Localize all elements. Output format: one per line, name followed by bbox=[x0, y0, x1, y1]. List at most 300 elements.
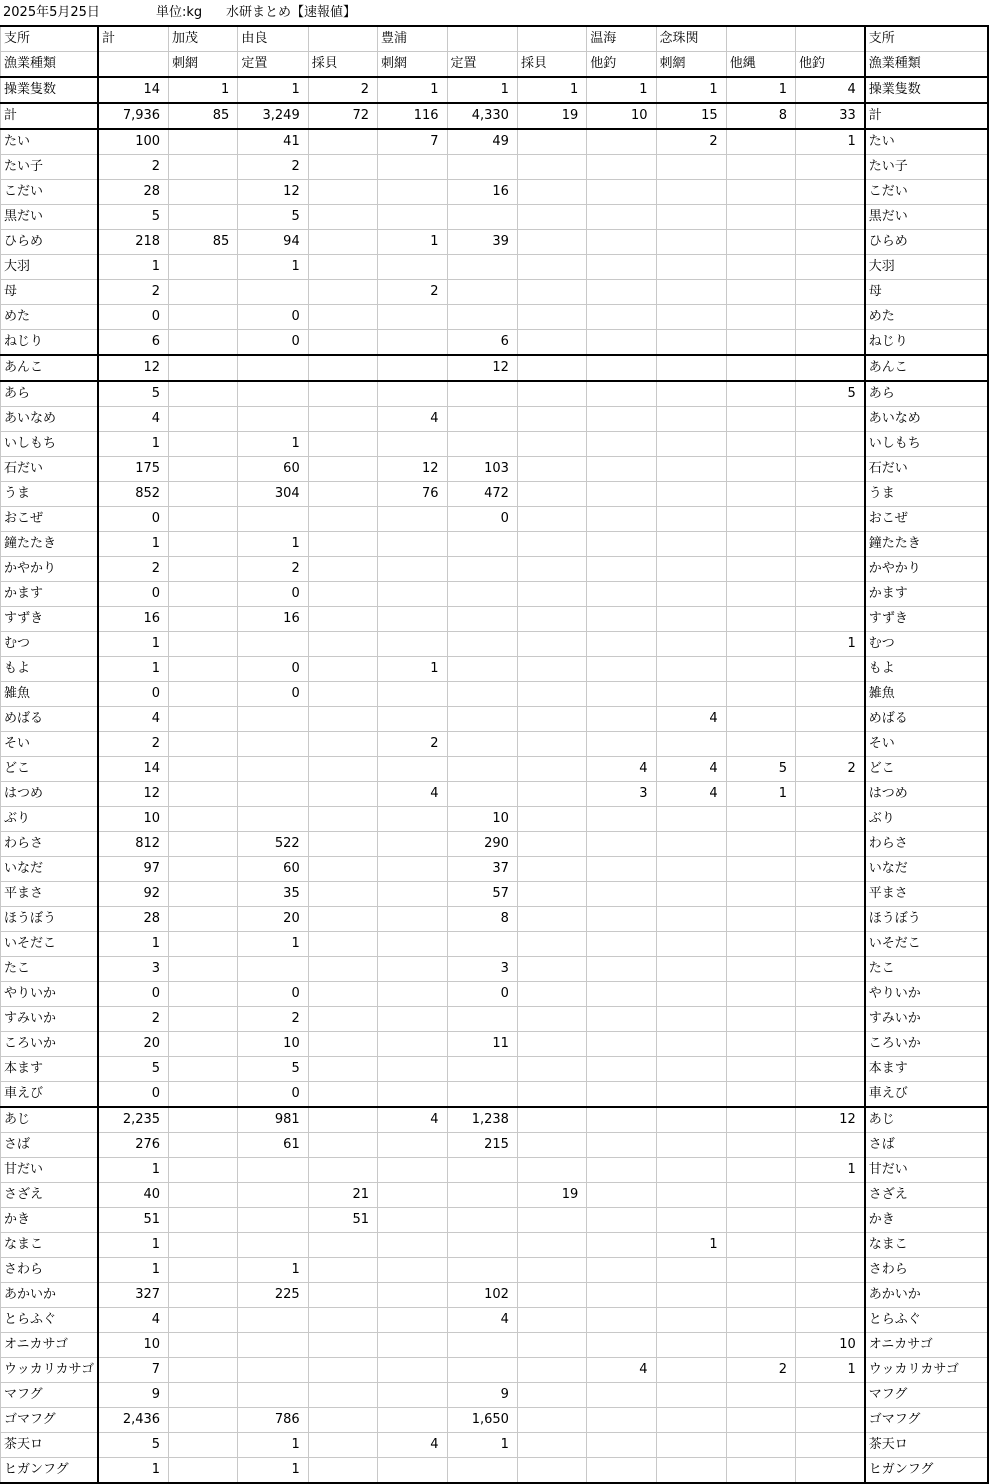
table-cell: 3 bbox=[447, 957, 517, 982]
table-cell bbox=[795, 957, 864, 982]
table-cell bbox=[447, 657, 517, 682]
row-label: 操業隻数 bbox=[1, 77, 99, 103]
table-cell bbox=[308, 381, 377, 407]
row-label: マフグ bbox=[1, 1383, 99, 1408]
table-cell bbox=[795, 1133, 864, 1158]
table-cell bbox=[587, 1433, 656, 1458]
table-cell bbox=[378, 1258, 448, 1283]
row-label: ひらめ bbox=[1, 230, 99, 255]
table-cell bbox=[308, 1333, 377, 1358]
table-cell bbox=[169, 1433, 238, 1458]
table-cell: 276 bbox=[98, 1133, 168, 1158]
row-label-right: 雑魚 bbox=[865, 682, 988, 707]
table-cell bbox=[795, 882, 864, 907]
table-cell bbox=[587, 1057, 656, 1082]
table-cell bbox=[726, 457, 795, 482]
table-cell bbox=[378, 582, 448, 607]
row-label: あんこ bbox=[1, 355, 99, 381]
table-cell bbox=[238, 1333, 308, 1358]
table-cell bbox=[587, 1183, 656, 1208]
table-cell bbox=[795, 280, 864, 305]
table-cell bbox=[378, 682, 448, 707]
table-cell bbox=[517, 582, 586, 607]
table-cell bbox=[726, 129, 795, 155]
table-cell bbox=[517, 1007, 586, 1032]
unit-label: 単位:kg bbox=[156, 5, 203, 20]
table-cell: 5 bbox=[98, 1433, 168, 1458]
table-cell bbox=[795, 26, 864, 52]
table-cell bbox=[308, 1233, 377, 1258]
table-cell bbox=[238, 1183, 308, 1208]
catch-table bbox=[0, 25, 989, 1484]
row-label: そい bbox=[1, 732, 99, 757]
table-cell: 4 bbox=[98, 407, 168, 432]
table-cell bbox=[308, 1458, 377, 1484]
table-cell bbox=[517, 957, 586, 982]
table-cell bbox=[517, 482, 586, 507]
table-cell bbox=[795, 532, 864, 557]
row-label: 本ます bbox=[1, 1057, 99, 1082]
table-cell: 1 bbox=[656, 77, 726, 103]
row-label-right: すずき bbox=[865, 607, 988, 632]
table-cell: 刺網 bbox=[169, 52, 238, 78]
table-row bbox=[1, 632, 989, 657]
table-cell bbox=[587, 457, 656, 482]
table-cell bbox=[656, 407, 726, 432]
table-cell bbox=[795, 407, 864, 432]
row-label-right: 本ます bbox=[865, 1057, 988, 1082]
row-label-right: やりいか bbox=[865, 982, 988, 1007]
row-label: こだい bbox=[1, 180, 99, 205]
table-cell bbox=[238, 707, 308, 732]
table-cell: 0 bbox=[238, 305, 308, 330]
table-cell: 7,936 bbox=[98, 103, 168, 129]
table-cell bbox=[169, 957, 238, 982]
table-cell: 0 bbox=[238, 657, 308, 682]
table-cell bbox=[378, 1283, 448, 1308]
table-cell bbox=[587, 1308, 656, 1333]
table-cell bbox=[378, 1158, 448, 1183]
table-cell bbox=[169, 1032, 238, 1057]
table-row bbox=[1, 330, 989, 356]
table-cell: 51 bbox=[98, 1208, 168, 1233]
table-cell bbox=[517, 1458, 586, 1484]
table-row bbox=[1, 1183, 989, 1208]
row-label: 平まさ bbox=[1, 882, 99, 907]
table-cell bbox=[587, 557, 656, 582]
row-label-right: 母 bbox=[865, 280, 988, 305]
table-cell bbox=[656, 457, 726, 482]
table-cell bbox=[169, 657, 238, 682]
table-cell bbox=[447, 305, 517, 330]
table-cell: 8 bbox=[447, 907, 517, 932]
table-cell bbox=[726, 1283, 795, 1308]
table-cell: 10 bbox=[795, 1333, 864, 1358]
table-cell bbox=[378, 180, 448, 205]
row-label: たい子 bbox=[1, 155, 99, 180]
table-cell bbox=[169, 457, 238, 482]
table-cell bbox=[169, 1208, 238, 1233]
table-row bbox=[1, 957, 989, 982]
table-cell bbox=[378, 155, 448, 180]
table-row bbox=[1, 482, 989, 507]
row-label-right: いなだ bbox=[865, 857, 988, 882]
table-cell bbox=[378, 982, 448, 1007]
table-cell: 49 bbox=[447, 129, 517, 155]
table-cell bbox=[795, 1458, 864, 1484]
table-cell: 97 bbox=[98, 857, 168, 882]
table-cell: 1 bbox=[795, 1158, 864, 1183]
table-cell: 16 bbox=[447, 180, 517, 205]
table-row bbox=[1, 180, 989, 205]
table-cell: 60 bbox=[238, 457, 308, 482]
table-cell: 3 bbox=[98, 957, 168, 982]
report-title: 水研まとめ【速報値】 bbox=[226, 5, 357, 20]
table-cell bbox=[447, 732, 517, 757]
table-cell: 4 bbox=[447, 1308, 517, 1333]
table-cell: 11 bbox=[447, 1032, 517, 1057]
table-cell bbox=[169, 1082, 238, 1108]
row-label-right: あかいか bbox=[865, 1283, 988, 1308]
table-cell bbox=[308, 1383, 377, 1408]
table-row bbox=[1, 557, 989, 582]
table-cell: 1 bbox=[447, 1433, 517, 1458]
table-cell: 10 bbox=[238, 1032, 308, 1057]
table-cell bbox=[308, 907, 377, 932]
table-cell bbox=[98, 52, 168, 78]
table-cell bbox=[169, 255, 238, 280]
table-cell bbox=[795, 557, 864, 582]
table-cell: 175 bbox=[98, 457, 168, 482]
table-cell bbox=[169, 180, 238, 205]
table-cell: 0 bbox=[98, 682, 168, 707]
table-row bbox=[1, 1032, 989, 1057]
table-cell bbox=[169, 782, 238, 807]
table-cell: 4 bbox=[795, 77, 864, 103]
row-label-right: オニカサゴ bbox=[865, 1333, 988, 1358]
table-cell bbox=[656, 1057, 726, 1082]
row-label-right: 操業隻数 bbox=[865, 77, 988, 103]
table-cell bbox=[308, 330, 377, 356]
table-cell bbox=[378, 807, 448, 832]
row-label-right: 茶天ロ bbox=[865, 1433, 988, 1458]
row-label: ねじり bbox=[1, 330, 99, 356]
table-cell bbox=[517, 457, 586, 482]
table-cell bbox=[726, 155, 795, 180]
table-cell bbox=[517, 1258, 586, 1283]
table-cell bbox=[656, 1408, 726, 1433]
table-cell bbox=[169, 507, 238, 532]
row-label-right: うま bbox=[865, 482, 988, 507]
table-cell: 5 bbox=[795, 381, 864, 407]
table-cell bbox=[447, 1208, 517, 1233]
table-cell: 0 bbox=[238, 1082, 308, 1108]
table-cell bbox=[726, 1057, 795, 1082]
row-label-right: あんこ bbox=[865, 355, 988, 381]
table-cell bbox=[308, 1258, 377, 1283]
table-cell: 10 bbox=[587, 103, 656, 129]
table-row bbox=[1, 732, 989, 757]
table-cell bbox=[169, 1158, 238, 1183]
table-cell bbox=[726, 482, 795, 507]
table-cell: 12 bbox=[378, 457, 448, 482]
table-cell: 2 bbox=[98, 557, 168, 582]
table-cell bbox=[238, 507, 308, 532]
table-cell bbox=[726, 1333, 795, 1358]
table-cell: 1 bbox=[238, 255, 308, 280]
table-cell bbox=[587, 1158, 656, 1183]
table-cell bbox=[378, 381, 448, 407]
table-cell bbox=[447, 532, 517, 557]
table-cell bbox=[517, 782, 586, 807]
table-cell bbox=[587, 1283, 656, 1308]
table-row bbox=[1, 129, 989, 155]
table-cell: 4 bbox=[378, 1433, 448, 1458]
table-cell bbox=[726, 1007, 795, 1032]
table-row bbox=[1, 1007, 989, 1032]
table-cell bbox=[726, 355, 795, 381]
table-cell bbox=[169, 1308, 238, 1333]
row-label: オニカサゴ bbox=[1, 1333, 99, 1358]
table-cell bbox=[308, 607, 377, 632]
table-cell bbox=[517, 1233, 586, 1258]
table-cell bbox=[378, 507, 448, 532]
row-label: ゴマフグ bbox=[1, 1408, 99, 1433]
table-cell bbox=[447, 407, 517, 432]
table-cell bbox=[169, 732, 238, 757]
table-cell: 0 bbox=[238, 682, 308, 707]
table-cell: 1,650 bbox=[447, 1408, 517, 1433]
table-cell bbox=[447, 782, 517, 807]
table-cell bbox=[169, 1057, 238, 1082]
row-label-right: こだい bbox=[865, 180, 988, 205]
table-cell bbox=[726, 832, 795, 857]
table-cell bbox=[308, 1107, 377, 1133]
table-row bbox=[1, 932, 989, 957]
table-cell bbox=[169, 407, 238, 432]
table-cell bbox=[795, 1283, 864, 1308]
table-cell: 37 bbox=[447, 857, 517, 882]
table-cell bbox=[169, 1333, 238, 1358]
table-cell bbox=[308, 557, 377, 582]
table-cell bbox=[726, 1458, 795, 1484]
table-cell: 2 bbox=[238, 155, 308, 180]
table-cell: 1 bbox=[378, 77, 448, 103]
table-cell bbox=[378, 1183, 448, 1208]
table-cell bbox=[169, 1007, 238, 1032]
table-cell bbox=[308, 1057, 377, 1082]
table-cell: 1 bbox=[795, 632, 864, 657]
table-cell: 85 bbox=[169, 230, 238, 255]
table-cell bbox=[795, 180, 864, 205]
table-cell: 20 bbox=[98, 1032, 168, 1057]
table-cell: 2 bbox=[238, 1007, 308, 1032]
table-cell bbox=[169, 607, 238, 632]
table-cell bbox=[587, 1208, 656, 1233]
row-label: あかいか bbox=[1, 1283, 99, 1308]
table-cell: 41 bbox=[238, 129, 308, 155]
table-cell: 0 bbox=[447, 982, 517, 1007]
table-cell: 2 bbox=[98, 1007, 168, 1032]
table-cell bbox=[169, 355, 238, 381]
table-cell bbox=[308, 255, 377, 280]
table-cell bbox=[656, 1433, 726, 1458]
table-cell bbox=[795, 482, 864, 507]
table-cell bbox=[587, 1032, 656, 1057]
table-cell: 14 bbox=[98, 757, 168, 782]
table-cell bbox=[447, 1007, 517, 1032]
table-cell: 103 bbox=[447, 457, 517, 482]
table-cell bbox=[656, 1358, 726, 1383]
table-cell bbox=[795, 1308, 864, 1333]
row-label-right: 甘だい bbox=[865, 1158, 988, 1183]
table-cell bbox=[447, 1333, 517, 1358]
row-label: 車えび bbox=[1, 1082, 99, 1108]
table-cell bbox=[238, 632, 308, 657]
table-cell bbox=[169, 1258, 238, 1283]
table-cell bbox=[656, 732, 726, 757]
table-row bbox=[1, 907, 989, 932]
table-cell bbox=[378, 205, 448, 230]
table-cell bbox=[726, 1233, 795, 1258]
table-cell bbox=[587, 707, 656, 732]
table-cell bbox=[447, 1158, 517, 1183]
table-cell bbox=[726, 607, 795, 632]
table-cell bbox=[517, 1158, 586, 1183]
table-cell bbox=[169, 482, 238, 507]
table-cell: 72 bbox=[308, 103, 377, 129]
table-cell bbox=[587, 932, 656, 957]
table-cell bbox=[656, 557, 726, 582]
table-cell bbox=[238, 355, 308, 381]
table-cell bbox=[587, 305, 656, 330]
table-cell: 1 bbox=[98, 932, 168, 957]
table-cell bbox=[447, 1358, 517, 1383]
table-cell: 16 bbox=[238, 607, 308, 632]
table-cell bbox=[795, 1208, 864, 1233]
table-cell bbox=[795, 857, 864, 882]
table-cell: 念珠関 bbox=[656, 26, 726, 52]
table-cell bbox=[517, 557, 586, 582]
table-cell bbox=[447, 280, 517, 305]
table-cell bbox=[517, 632, 586, 657]
table-cell bbox=[517, 1133, 586, 1158]
table-cell bbox=[726, 882, 795, 907]
table-cell bbox=[517, 982, 586, 1007]
table-cell: 4 bbox=[587, 1358, 656, 1383]
table-cell bbox=[517, 882, 586, 907]
table-cell: 28 bbox=[98, 907, 168, 932]
row-label-right: いしもち bbox=[865, 432, 988, 457]
table-cell: 5 bbox=[726, 757, 795, 782]
row-label-right: 平まさ bbox=[865, 882, 988, 907]
table-cell: 1 bbox=[98, 1158, 168, 1183]
table-row bbox=[1, 1258, 989, 1283]
table-cell bbox=[169, 305, 238, 330]
row-label-right: かやかり bbox=[865, 557, 988, 582]
row-label: かやかり bbox=[1, 557, 99, 582]
table-cell bbox=[587, 155, 656, 180]
table-cell: 4,330 bbox=[447, 103, 517, 129]
table-cell bbox=[308, 355, 377, 381]
row-label: めばる bbox=[1, 707, 99, 732]
table-cell: 1 bbox=[98, 632, 168, 657]
table-cell bbox=[517, 381, 586, 407]
table-cell: 12 bbox=[795, 1107, 864, 1133]
table-cell bbox=[795, 1383, 864, 1408]
row-label: ヒガンフグ bbox=[1, 1458, 99, 1484]
table-cell bbox=[238, 407, 308, 432]
table-cell bbox=[308, 482, 377, 507]
table-cell bbox=[587, 1107, 656, 1133]
table-row bbox=[1, 982, 989, 1007]
table-cell bbox=[795, 1007, 864, 1032]
row-label: さわら bbox=[1, 1258, 99, 1283]
table-cell bbox=[378, 1133, 448, 1158]
row-label-right: ウッカリカサゴ bbox=[865, 1358, 988, 1383]
table-cell bbox=[308, 457, 377, 482]
row-label: さば bbox=[1, 1133, 99, 1158]
table-row bbox=[1, 1283, 989, 1308]
table-cell bbox=[169, 1233, 238, 1258]
row-label-right: 計 bbox=[865, 103, 988, 129]
table-cell bbox=[656, 507, 726, 532]
table-cell: 1 bbox=[795, 1358, 864, 1383]
row-label-right: さば bbox=[865, 1133, 988, 1158]
table-cell: 1 bbox=[378, 657, 448, 682]
table-cell bbox=[795, 657, 864, 682]
row-label: すみいか bbox=[1, 1007, 99, 1032]
table-cell bbox=[169, 857, 238, 882]
table-cell: 10 bbox=[98, 1333, 168, 1358]
table-cell bbox=[656, 832, 726, 857]
table-cell bbox=[308, 155, 377, 180]
row-label: 鐘たたき bbox=[1, 532, 99, 557]
row-label: いそだこ bbox=[1, 932, 99, 957]
table-cell bbox=[656, 1133, 726, 1158]
table-cell bbox=[238, 1383, 308, 1408]
table-cell bbox=[308, 832, 377, 857]
table-cell bbox=[795, 782, 864, 807]
table-cell: 加茂 bbox=[169, 26, 238, 52]
table-cell bbox=[447, 607, 517, 632]
table-cell bbox=[656, 205, 726, 230]
row-label: あいなめ bbox=[1, 407, 99, 432]
table-cell: 21 bbox=[308, 1183, 377, 1208]
table-cell: 0 bbox=[98, 982, 168, 1007]
table-cell bbox=[447, 381, 517, 407]
table-cell bbox=[726, 381, 795, 407]
table-cell: 4 bbox=[98, 1308, 168, 1333]
table-cell: 304 bbox=[238, 482, 308, 507]
table-cell bbox=[656, 1158, 726, 1183]
table-cell bbox=[726, 1107, 795, 1133]
table-cell bbox=[378, 1358, 448, 1383]
table-cell bbox=[169, 757, 238, 782]
table-cell bbox=[656, 607, 726, 632]
table-row bbox=[1, 1107, 989, 1133]
table-cell bbox=[726, 1408, 795, 1433]
table-cell bbox=[656, 882, 726, 907]
table-cell: 19 bbox=[517, 103, 586, 129]
table-cell bbox=[169, 1383, 238, 1408]
row-label-right: どこ bbox=[865, 757, 988, 782]
table-cell bbox=[517, 807, 586, 832]
table-cell bbox=[656, 1107, 726, 1133]
table-cell bbox=[517, 707, 586, 732]
row-label-right: わらさ bbox=[865, 832, 988, 857]
row-label: 甘だい bbox=[1, 1158, 99, 1183]
